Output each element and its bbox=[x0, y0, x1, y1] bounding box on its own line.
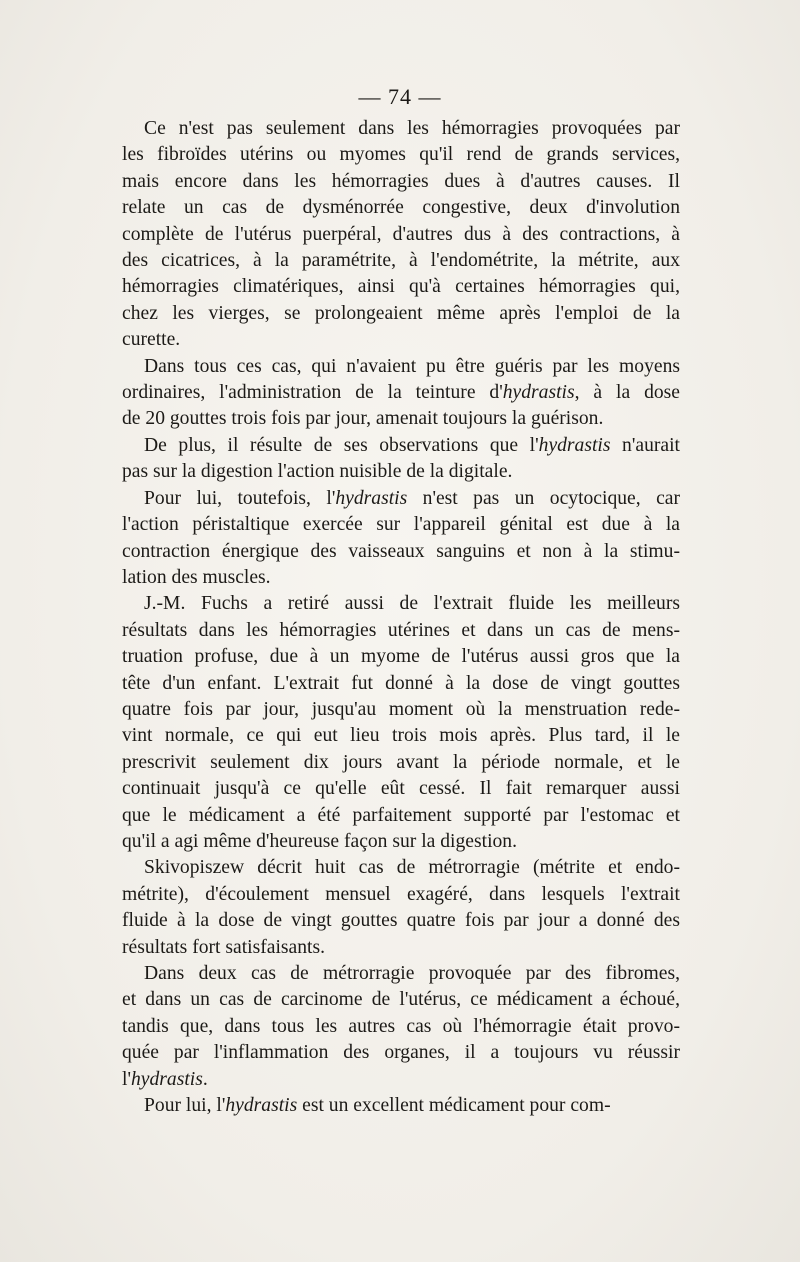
text-line bbox=[122, 644, 680, 670]
text-line bbox=[122, 697, 680, 723]
text-line bbox=[122, 987, 680, 1013]
text-segment: pas sur la digestion l'action nuisible de la digitale. bbox=[122, 461, 513, 483]
text-line bbox=[122, 433, 680, 459]
text-line bbox=[122, 406, 680, 432]
text-line bbox=[122, 539, 680, 565]
text-segment: curette. bbox=[122, 329, 181, 351]
text-segment: Ce n'est pas seulement dans les hémorragies provoquées par bbox=[144, 118, 680, 139]
text-line bbox=[122, 855, 680, 881]
text-line bbox=[122, 565, 680, 591]
text-segment: fluide à la dose de vingt gouttes quatre fois par jour a donné des bbox=[122, 910, 680, 932]
text-line bbox=[122, 274, 680, 300]
text-line bbox=[122, 750, 680, 776]
text-segment: quée par l'inflammation des organes, il a toujours vu réussir bbox=[122, 1042, 680, 1064]
body-text bbox=[122, 116, 680, 1119]
text-segment: est un excellent médicament pour com- bbox=[297, 1095, 611, 1117]
text-line bbox=[122, 591, 680, 617]
text-segment: tandis que, dans tous les autres cas où l'hémorragie était provo- bbox=[122, 1015, 680, 1037]
italic-term: hydrastis bbox=[502, 382, 575, 404]
text-line bbox=[122, 723, 680, 749]
text-segment: contraction énergique des vaisseaux sanguins et non à la stimu- bbox=[122, 540, 680, 562]
text-segment: . bbox=[202, 1068, 208, 1090]
paragraph bbox=[122, 486, 680, 592]
text-line bbox=[122, 618, 680, 644]
text-segment: résultats dans les hémorragies utérines et dans un cas de mens- bbox=[122, 619, 680, 641]
text-line bbox=[122, 354, 680, 380]
text-line bbox=[122, 116, 680, 142]
text-segment: n'aurait bbox=[610, 434, 680, 456]
text-segment: relate un cas de dysménorrée congestive, deux d'involution bbox=[122, 197, 680, 219]
page-number: — 74 — bbox=[358, 84, 442, 109]
paragraph bbox=[122, 354, 680, 433]
italic-term: hydrastis bbox=[130, 1068, 203, 1090]
text-line bbox=[122, 195, 680, 221]
text-line bbox=[122, 803, 680, 829]
text-segment: qu'il a agi même d'heureuse façon sur la digestion. bbox=[122, 830, 518, 852]
text-line bbox=[122, 327, 680, 353]
text-segment: J.-M. Fuchs a retiré aussi de l'extrait fluide les meilleurs bbox=[144, 593, 680, 615]
text-segment: Dans tous ces cas, qui n'avaient pu être guéris par les moyens bbox=[144, 355, 680, 377]
text-line bbox=[122, 671, 680, 697]
text-segment: lation des muscles. bbox=[122, 566, 271, 588]
text-segment: Pour lui, l' bbox=[144, 1095, 226, 1117]
text-segment: n'est pas un ocytocique, car bbox=[407, 487, 680, 509]
paragraph bbox=[122, 961, 680, 1093]
text-line bbox=[122, 512, 680, 538]
text-segment: quatre fois par jour, jusqu'au moment où la menstruation rede- bbox=[122, 698, 680, 720]
text-segment: chez les vierges, se prolongeaient même après l'emploi de la bbox=[122, 302, 680, 324]
italic-term: hydrastis bbox=[538, 434, 611, 456]
text-line bbox=[122, 248, 680, 274]
text-line bbox=[122, 1040, 680, 1066]
text-segment: Pour lui, toutefois, l' bbox=[144, 487, 336, 509]
text-segment: tête d'un enfant. L'extrait fut donné à la dose de vingt gouttes bbox=[122, 672, 680, 694]
italic-term: hydrastis bbox=[335, 487, 408, 509]
text-line bbox=[122, 908, 680, 934]
text-segment: l'action péristaltique exercée sur l'appareil génital est due à la bbox=[122, 514, 680, 536]
text-line bbox=[122, 142, 680, 168]
text-line bbox=[122, 301, 680, 327]
text-line bbox=[122, 380, 680, 406]
text-segment: résultats fort satisfaisants. bbox=[122, 936, 325, 958]
text-segment: , à la dose bbox=[574, 382, 680, 404]
text-segment: des cicatrices, à la paramétrite, à l'endométrite, la métrite, aux bbox=[122, 250, 680, 272]
text-segment: prescrivit seulement dix jours avant la période normale, et le bbox=[122, 751, 680, 773]
paragraph bbox=[122, 855, 680, 961]
paragraph bbox=[122, 433, 680, 486]
text-segment: truation profuse, due à un myome de l'utérus aussi gros que la bbox=[122, 646, 680, 668]
text-segment: hémorragies climatériques, ainsi qu'à certaines hémorragies qui, bbox=[122, 276, 680, 298]
text-segment: que le médicament a été parfaitement supporté par l'estomac et bbox=[122, 804, 680, 826]
text-line bbox=[122, 1014, 680, 1040]
text-line bbox=[122, 459, 680, 485]
text-line bbox=[122, 829, 680, 855]
text-line bbox=[122, 776, 680, 802]
text-line bbox=[122, 1093, 680, 1119]
text-segment: complète de l'utérus puerpéral, d'autres dus à des contractions, à bbox=[122, 223, 680, 245]
text-line bbox=[122, 222, 680, 248]
text-segment: les fibroïdes utérins ou myomes qu'il rend de grands services, bbox=[122, 144, 680, 166]
paragraph bbox=[122, 1093, 680, 1119]
text-line bbox=[122, 961, 680, 987]
text-segment: de 20 gouttes trois fois par jour, amenait toujours la guérison. bbox=[122, 408, 604, 430]
text-segment: De plus, il résulte de ses observations que l' bbox=[144, 434, 539, 456]
text-segment: Dans deux cas de métrorragie provoquée par des fibromes, bbox=[144, 963, 680, 984]
text-segment: continuait jusqu'à ce qu'elle eût cessé. Il fait remarquer aussi bbox=[122, 778, 680, 800]
text-segment: et dans un cas de carcinome de l'utérus, ce médicament a échoué, bbox=[122, 989, 680, 1011]
text-line bbox=[122, 935, 680, 961]
text-segment: ordinaires, l'administration de la teinture d' bbox=[122, 382, 503, 404]
paragraph bbox=[122, 591, 680, 855]
text-segment: Skivopiszew décrit huit cas de métrorragie (métrite et endo- bbox=[144, 857, 680, 879]
text-segment: vint normale, ce qui eut lieu trois mois après. Plus tard, il le bbox=[122, 725, 680, 747]
text-segment: l' bbox=[122, 1068, 131, 1090]
text-line bbox=[122, 169, 680, 195]
text-segment: mais encore dans les hémorragies dues à d'autres causes. Il bbox=[122, 170, 680, 192]
text-segment: métrite), d'écoulement mensuel exagéré, dans lesquels l'extrait bbox=[122, 883, 680, 905]
italic-term: hydrastis bbox=[225, 1095, 298, 1117]
text-line bbox=[122, 882, 680, 908]
paragraph bbox=[122, 116, 680, 354]
text-line bbox=[122, 1067, 680, 1093]
text-line bbox=[122, 486, 680, 512]
